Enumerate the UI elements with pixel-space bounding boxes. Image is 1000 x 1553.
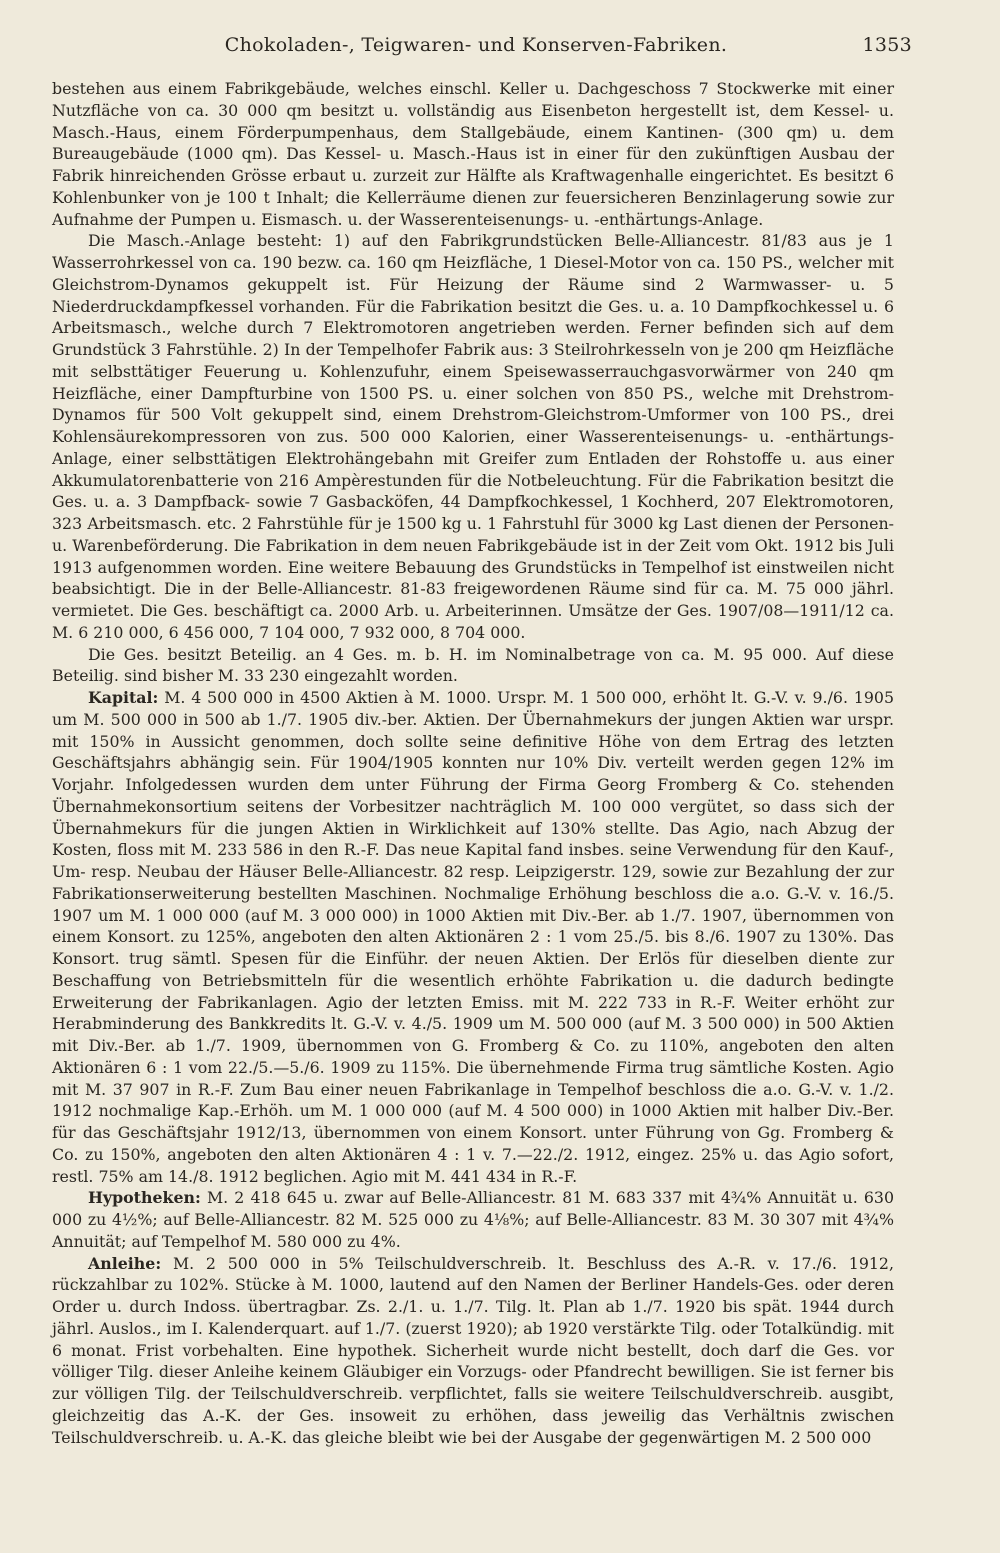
paragraph-text: M. 4 500 000 in 4500 Aktien à M. 1000. Urspr. M. 1 500 000, erhöht lt. G.-V. v. 9./6. 1905 um M. 500 000 in 500 ab 1./7. 1905 div.-ber. Aktien. Der Übernahmekurs der jungen Aktien war urspr. mit 150% in Aussicht genommen, doch sollte seine definitive Höhe von dem Ertrag des letzten Geschäftsjahrs abhängig sein. Für 1904/1905 konnten nur 10% Div. verteilt werden gegen 12% im Vorjahr. Infolgedessen wurden dem unter Führung der Firma Georg Fromberg & Co. stehenden Übernahmekonsortium seitens der Vorbesitzer nachträglich M. 100 000 vergütet, so dass sich der Übernahmekurs für die jungen Aktien in Wirklichkeit auf 130% stellte. Das Agio, nach Abzug der Kosten, floss mit M. 233 586 in den R.-F. Das neue Kapital fand insbes. seine Verwendung für den Kauf-, Um- resp. Neubau der Häuser Belle-Alliancestr. 82 resp. Leipzigerstr. 129, sowie zur Bezahlung der zur Fabrikationserweiterung bestellten Maschinen. Nochmalige Erhöhung beschloss die a.o. G.-V. v. 16./5. 1907 um M. 1 000 000 (auf M. 3 000 000) in 1000 Aktien mit Div.-Ber. ab 1./7. 1907, übernommen von einem Konsort. zu 125%, angeboten den alten Aktionären 2 : 1 vom 25./5. bis 8./6. 1907 zu 130%. Das Konsort. trug sämtl. Spesen für die Einführ. der neuen Aktien. Der Erlös für dieselben diente zur Beschaffung von Betriebsmitteln für die wesentlich erhöhte Fabrikation u. die dadurch bedingte Erweiterung der Fabrikanlagen. Agio der letzten Emiss. mit M. 222 733 in R.-F. Weiter erhöht zur Herabminderung des Bankkredits lt. G.-V. v. 4./5. 1909 um M. 500 000 (auf M. 3 500 000) in 500 Aktien mit Div.-Ber. ab 1./7. 1909, übernommen von G. Fromberg & Co. zu 110%, angeboten den alten Aktionären 6 : 1 vom 22./5.—5./6. 1909 zu 115%. Die übernehmende Firma trug sämtliche Kosten. Agio mit M. 37 907 in R.-F. Zum Bau einer neuen Fabrikanlage in Tempelhof beschloss die a.o. G.-V. v. 1./2. 1912 nochmalige Kap.-Erhöh. um M. 1 000 000 (auf M. 4 500 000) in 1000 Aktien mit halber Div.-Ber. für das Geschäftsjahr 1912/13, übernommen von einem Konsort. unter Führung von Gg. Fromberg & Co. zu 150%, angeboten den alten Aktionären 4 : 1 v. 7.—22./2. 1912, eingez. 25% u. das Agio sofort, restl. 75% am 14./8. 1912 beglichen. Agio mit M. 441 434 in R.-F.	[52, 688, 894, 1186]
page-number: 1353	[862, 34, 912, 56]
page-header	[40, 34, 912, 60]
section-label-kapital: Kapital:	[88, 688, 159, 707]
section-label-anleihe: Anleihe:	[88, 1253, 162, 1273]
paragraph-text: Die Ges. besitzt Beteilig. an 4 Ges. m. b. H. im Nominalbetrage von ca. M. 95 000. Auf diese Beteilig. sind bisher M. 33 230 eingezahlt worden.	[52, 644, 894, 686]
paragraph-hypotheken	[52, 1187, 894, 1252]
paragraph-text: bestehen aus einem Fabrikgebäude, welches einschl. Keller u. Dachgeschoss 7 Stockwerke mit einer Nutzfläche von ca. 30 000 qm besitzt u. vollständig aus Eisenbeton hergestellt ist, dem Kessel- u. Masch.-Haus, einem Förderpumpenhaus, dem Stallgebäude, einem Kantinen- (300 qm) u. dem Bureaugebäude (1000 qm). Das Kessel- u. Masch.-Haus ist in einer für den zukünftigen Ausbau der Fabrik hinreichenden Grösse erbaut u. zurzeit zur Hälfte als Kraftwagenhalle eingerichtet. Es besitzt 6 Kohlenbunker von je 100 t Inhalt; die Kellerräume dienen zur feuersicheren Benzinlagerung sowie zur Aufnahme der Pumpen u. Eismasch. u. der Wasserenteisenungs- u. -enthärtungs-Anlage.	[52, 79, 894, 229]
paragraph-kapital	[52, 687, 894, 1187]
body-text	[52, 78, 894, 1448]
section-label-hypotheken: Hypotheken:	[88, 1188, 201, 1208]
paragraph-text: Die Masch.-Anlage besteht: 1) auf den Fabrikgrundstücken Belle-Alliancestr. 81/83 aus je 1 Wasserrohrkessel von ca. 190 bezw. ca. 160 qm Heizfläche, 1 Diesel-Motor von ca. 150 PS., welcher mit Gleichstrom-Dynamos gekuppelt ist. Für Heizung der Räume sind 2 Warmwasser- u. 5 Niederdruckdampfkessel vorhanden. Für die Fabrikation besitzt die Ges. u. a. 10 Dampfkochkessel u. 6 Arbeitsmasch., welche durch 7 Elektromotoren angetrieben werden. Ferner befinden sich auf dem Grundstück 3 Fahrstühle. 2) In der Tempelhofer Fabrik aus: 3 Steilrohrkesseln von je 200 qm Heizfläche mit selbsttätiger Feuerung u. Kohlenzufuhr, einem Speisewasserrauchgasvorwärmer von 240 qm Heizfläche, einer Dampfturbine von 1500 PS. u. einer solchen von 850 PS., welche mit Drehstrom-Dynamos für 500 Volt gekuppelt sind, einem Drehstrom-Gleichstrom-Umformer von 100 PS., drei Kohlensäurekompressoren von zus. 500 000 Kalorien, einer Wasserenteisenungs- u. -enthärtungs-Anlage, einer selbsttätigen Elektrohängebahn mit Greifer zum Entladen der Rohstoffe u. aus einer Akkumulatorenbatterie von 216 Ampèrestunden für die Notbeleuchtung. Für die Fabrikation besitzt die Ges. u. a. 3 Dampfback- sowie 7 Gasbacköfen, 44 Dampfkochkessel, 1 Kochherd, 207 Elektromotoren, 323 Arbeitsmasch. etc. 2 Fahrstühle für je 1500 kg u. 1 Fahrstuhl für 3000 kg Last dienen der Personen- u. Warenbeförderung. Die Fabrikation in dem neuen Fabrikgebäude ist in der Zeit vom Okt. 1912 bis Juli 1913 aufgenommen worden. Eine weitere Bebauung des Grundstücks in Tempelhof ist einstweilen nicht beabsichtigt. Die in der Belle-Alliancestr. 81-83 freigewordenen Räume sind für ca. M. 75 000 jährl. vermietet. Die Ges. beschäftigt ca. 2000 Arb. u. Arbeiterinnen. Umsätze der Ges. 1907/08—1911/12 ca. M. 6 210 000, 6 456 000, 7 104 000, 7 932 000, 8 704 000.	[52, 231, 894, 642]
paragraph-buildings	[52, 78, 894, 230]
running-title: Chokoladen-, Teigwaren- und Konserven-Fabriken.	[224, 34, 728, 56]
paragraph-machinery	[52, 230, 894, 643]
paragraph-anleihe	[52, 1253, 894, 1449]
paragraph-text: M. 2 500 000 in 5% Teilschuldverschreib. lt. Beschluss des A.-R. v. 17./6. 1912, rückzahlbar zu 102%. Stücke à M. 1000, lautend auf den Namen der Berliner Handels-Ges. oder deren Order u. durch Indoss. übertragbar. Zs. 2./1. u. 1./7. Tilg. lt. Plan ab 1./7. 1920 bis spät. 1944 durch jährl. Auslos., im I. Kalenderquart. auf 1./7. (zuerst 1920); ab 1920 verstärkte Tilg. oder Totalkündig. mit 6 monat. Frist vorbehalten. Eine hypothek. Sicherheit wurde nicht bestellt, doch darf die Ges. vor völliger Tilg. dieser Anleihe keinem Gläubiger ein Vorzugs- oder Pfandrecht bewilligen. Sie ist ferner bis zur völligen Tilg. der Teilschuldverschreib. verpflichtet, falls sie weitere Teilschuldverschreib. ausgibt, gleichzeitig das A.-K. der Ges. insoweit zu erhöhen, dass jeweilig das Verhältnis zwischen Teilschuldverschreib. u. A.-K. das gleiche bleibt wie bei der Ausgabe der gegenwärtigen M. 2 500 000	[52, 1253, 894, 1447]
paragraph-participations	[52, 644, 894, 688]
paragraph-text: M. 2 418 645 u. zwar auf Belle-Alliancestr. 81 M. 683 337 mit 4¾% Annuität u. 630 000 zu 4½%; auf Belle-Alliancestr. 82 M. 525 000 zu 4⅛%; auf Belle-Alliancestr. 83 M. 30 307 mit 4¾% Annuität; auf Tempelhof M. 580 000 zu 4%.	[52, 1188, 894, 1251]
